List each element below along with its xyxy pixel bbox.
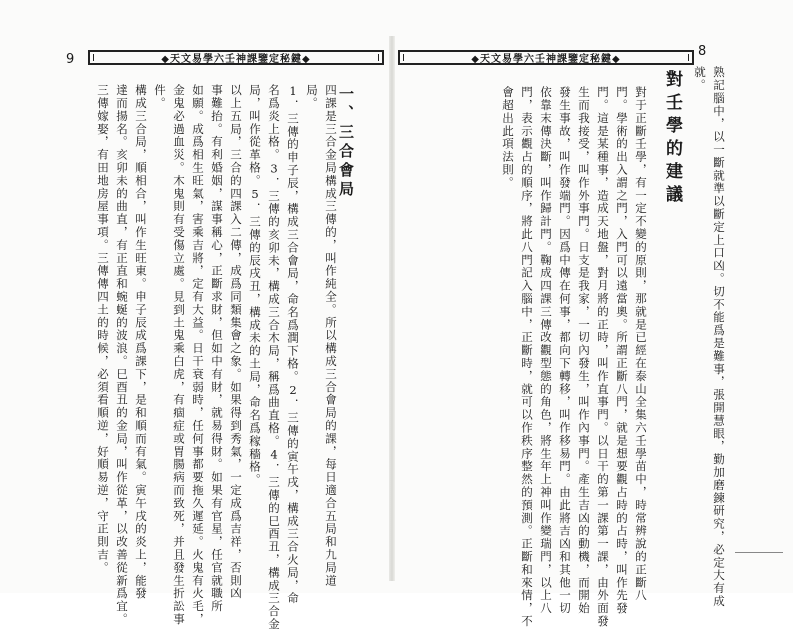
left-page-number: 9 [66,52,75,67]
left-section-title: 一、三合會局 [337,86,355,200]
body-line: 四課是三合金局構成三傳的，叫作純全。所以構成三合會局的課，每日適合五局和九局道 [324,84,338,588]
left-page-header: ◆天文易學六壬神課鑒定秘鍵◆ [88,50,384,65]
book-gutter [389,36,395,581]
right-page-body [480,86,650,628]
intro-line: 就。 [693,66,707,92]
body-line: 依靠末傳決斷，叫作歸計門。鞠成四課三傳改觀型態的角色，將生年上神叫作變瑞門，以上八 [539,86,553,615]
body-line: 如願。成爲相生旺氣，害乘吉將，定有大益。日干衰弱時，任何事都要拖久遲延。火鬼有火毛， [191,84,205,626]
right-page-number: 8 [698,44,707,59]
body-line: 局。 [305,84,319,110]
body-line: 名爲炎上格。3．三傳的亥卯未，構成三合木局，稱爲曲直格。4．三傳的巳酉丑，構成三合金 [267,84,281,631]
body-line: 會超出此項法則。 [501,86,515,190]
body-line: 事難抬。有利婚姻，謀事稱心，正斷求財，但如中有財，就易得財。如果有官星，任官就職所 [210,84,224,613]
body-line: 達而揚名。亥卯未的曲直，有正直和蜿蜒的波浪。巳酉丑的金局，叫作從革，以改善從新爲宜。 [115,84,129,626]
right-page-header: ◆天文易學六壬神課鑒定秘鍵◆ [398,50,694,65]
body-line: 門。這是某種事，造成天地盤，對月將的正時，叫作直事門。以日干的第一課第一課，由外面發 [596,86,610,628]
body-line: 局，叫作從革格。5．三傳的辰戌丑，構成未的土局，命名爲稼穡格。 [248,84,262,487]
intro-line: 熟記腦中，以一斷就準以斷定上口凶。切不能爲是難事，張開慧眼，勤加磨鍊研究，必定大有成 [712,66,726,608]
body-line: 門，表示觀占的順序，將此八門記入腦中，正斷時，就可以作秩序整然的預測。正斷和來情，不 [520,86,534,628]
right-section-title: 對壬學的建議 [662,70,682,208]
body-line: 金鬼必過血災。木鬼則有受傷立處。見到土鬼乘白虎，有痼症或胃腸病而致死，并且發生折訟事 [172,84,186,626]
body-line: 對于正斷壬學，有一定不變的原則，那就是已經在泰山全集六壬學苗中，時常辨說的正斷八 [634,86,648,602]
body-line: 發生事故，叫作發端門。因爲中傳在何事，都向下轉移，叫作移易門。由此將吉凶和其他一切 [558,86,572,615]
right-page-intro [688,66,728,608]
body-line: 門。學術的出入謂之門，入門可以遠當奧。所謂正斷八門，就是想要觀占時的占時，叫作先發 [615,86,629,615]
body-line: 件。 [153,84,167,110]
body-line: 構成三合局，順相合，叫作生旺東。申子辰成爲課下，是和順而有氣。寅午戌的炎上，能發 [134,84,148,600]
body-line: 1．三傳的申子辰，構成三合會局，命名爲潤下格。2．三傳的寅午戌，構成三合火局，命 [286,84,300,605]
body-line: 以上五局，三合的四課入二傳，成爲同類集會之象。如果得到秀氣，一定成爲吉祥，否則凶 [229,84,243,600]
body-line: 生而我接受，叫作外事門。日支是我家，一切內發生，叫作內事門。產生吉凶的動機，而開始 [577,86,591,615]
body-line: 三傳嫁娶，有田地房屋事項。三傳傳四土的時候，必須看順逆，好順易逆，守正則吉。 [96,84,110,575]
scan-artifact [735,552,783,553]
left-page-body [78,84,340,631]
